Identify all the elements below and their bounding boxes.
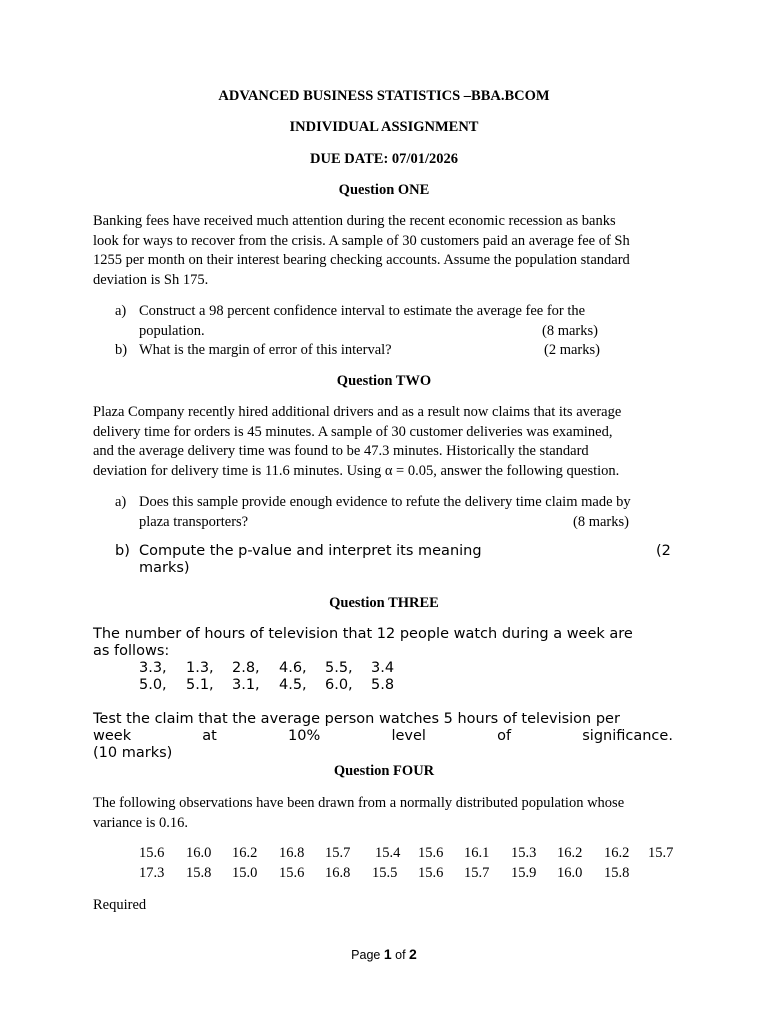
observation-value: 17.3 xyxy=(139,865,165,881)
page-number: 1 xyxy=(383,946,392,962)
q1-part-b xyxy=(115,341,675,361)
q3-test-word: 10% xyxy=(288,728,321,744)
q1-intro-line: 1255 per month on their interest bearing checking accounts. Assume the population standard xyxy=(93,252,630,268)
observation-value: 16.2 xyxy=(557,845,583,861)
q4-intro-line: variance is 0.16. xyxy=(93,814,189,831)
observation-value: 16.1 xyxy=(464,845,490,861)
q2-intro-line: deviation for delivery time is 11.6 minutes. Using α = 0.05, answer the following question. xyxy=(93,462,620,479)
page-total: 2 xyxy=(409,946,417,962)
q3-test-word: significance. xyxy=(582,728,673,744)
data-value: 3.1, xyxy=(232,677,260,693)
q3-test-line: Test the claim that the average person watches 5 hours of television per xyxy=(93,711,620,727)
of-word: of xyxy=(395,948,406,962)
observation-value: 15.6 xyxy=(418,865,444,881)
document-subtitle: INDIVIDUAL ASSIGNMENT xyxy=(289,119,479,135)
document-title: ADVANCED BUSINESS STATISTICS –BBA.BCOM xyxy=(218,88,550,104)
q4-intro-line-justified xyxy=(93,794,673,814)
q1-b-text: What is the margin of error of this interval? xyxy=(139,342,392,358)
q2-part-b xyxy=(115,543,675,579)
observation-value: 16.2 xyxy=(604,845,630,861)
observation-value: 16.8 xyxy=(279,845,305,861)
q2-b-marks-cont: marks) xyxy=(139,560,190,576)
q1-intro-line: look for ways to recover from the crisis. A sample of 30 customers paid an average fee of Sh xyxy=(93,232,630,249)
q4-heading: Question FOUR xyxy=(333,763,435,779)
q3-intro xyxy=(93,626,673,660)
observation-value: 15.7 xyxy=(325,845,351,861)
observation-value: 16.0 xyxy=(557,865,583,881)
observation-value: 15.8 xyxy=(186,865,212,881)
data-value: 4.5, xyxy=(279,677,307,693)
q1-intro xyxy=(93,212,673,290)
q2-intro xyxy=(93,403,673,481)
q3-test-word: at xyxy=(202,728,217,744)
observation-value: 15.9 xyxy=(511,865,537,881)
page-word: Page xyxy=(351,948,381,962)
observation-value: 16.2 xyxy=(232,845,258,861)
observation-value: 15.5 xyxy=(372,865,398,881)
q2-a-label: a) xyxy=(115,494,127,510)
data-value: 5.8 xyxy=(371,677,395,693)
data-value: 3.3, xyxy=(139,660,167,676)
observation-value: 15.8 xyxy=(604,865,630,881)
q3-test-claim xyxy=(93,711,673,762)
q2-b-label: b) xyxy=(115,543,130,559)
observation-value: 15.4 xyxy=(375,845,401,861)
q1-b-marks: (2 marks) xyxy=(544,342,600,358)
observation-value: 15.6 xyxy=(139,845,165,861)
q1-heading: Question ONE xyxy=(338,182,430,198)
due-date: DUE DATE: 07/01/2026 xyxy=(310,151,458,167)
q2-a-marks: (8 marks) xyxy=(573,513,629,530)
q2-b-text-block xyxy=(139,543,675,576)
q4-intro-line: The following observations have been drawn from a normally distributed population whose xyxy=(93,795,625,811)
observation-value: 15.0 xyxy=(232,865,258,881)
observation-value: 16.0 xyxy=(186,845,212,861)
q3-intro-line: The number of hours of television that 12 people watch during a week are xyxy=(93,626,633,642)
q2-b-marks: (2 xyxy=(656,543,671,559)
q1-a-line: population. xyxy=(139,322,205,339)
data-value: 2.8, xyxy=(232,660,260,676)
q2-b-text: Compute the p-value and interpret its meaning xyxy=(139,543,482,559)
q1-a-line: Construct a 98 percent confidence interval to estimate the average fee for the xyxy=(139,303,586,319)
q1-a-label: a) xyxy=(115,303,127,319)
data-value: 5.5, xyxy=(325,660,353,676)
observation-value: 15.7 xyxy=(648,845,674,861)
q3-intro-line: as follows: xyxy=(93,643,170,659)
q3-test-line-justified xyxy=(93,728,673,745)
observation-value: 15.6 xyxy=(279,865,305,881)
observation-value: 16.8 xyxy=(325,865,351,881)
q2-intro-line: delivery time for orders is 45 minutes. A sample of 30 customer deliveries was examined, xyxy=(93,423,613,440)
q3-heading: Question THREE xyxy=(329,595,439,611)
q2-a-line: Does this sample provide enough evidence to refute the delivery time claim made by xyxy=(139,494,631,510)
q2-heading: Question TWO xyxy=(336,373,432,389)
q2-part-a xyxy=(115,493,675,533)
q2-a-line: plaza transporters? xyxy=(139,513,249,530)
data-value: 3.4 xyxy=(371,660,395,676)
data-value: 5.1, xyxy=(186,677,214,693)
q4-required: Required xyxy=(93,897,147,913)
data-value: 1.3, xyxy=(186,660,214,676)
observation-value: 15.7 xyxy=(464,865,490,881)
observation-value: 15.6 xyxy=(418,845,444,861)
q1-intro-line: deviation is Sh 175. xyxy=(93,271,209,288)
q3-test-word: level xyxy=(391,728,426,744)
q4-intro xyxy=(93,794,673,833)
page-footer xyxy=(0,946,768,962)
q1-a-marks: (8 marks) xyxy=(542,322,598,339)
q2-intro-line: Plaza Company recently hired additional drivers and as a result now claims that its average xyxy=(93,404,622,420)
q1-part-a xyxy=(115,302,675,342)
data-value: 6.0, xyxy=(325,677,353,693)
q3-test-word: of xyxy=(497,728,512,744)
observation-value: 15.3 xyxy=(511,845,537,861)
q1-intro-line: Banking fees have received much attention during the recent economic recession as banks xyxy=(93,213,616,229)
q3-test-word: week xyxy=(93,728,132,744)
data-value: 5.0, xyxy=(139,677,167,693)
q3-marks: (10 marks) xyxy=(93,745,173,761)
data-value: 4.6, xyxy=(279,660,307,676)
q2-intro-line: and the average delivery time was found to be 47.3 minutes. Historically the standard xyxy=(93,443,589,459)
q1-b-label: b) xyxy=(115,342,128,358)
